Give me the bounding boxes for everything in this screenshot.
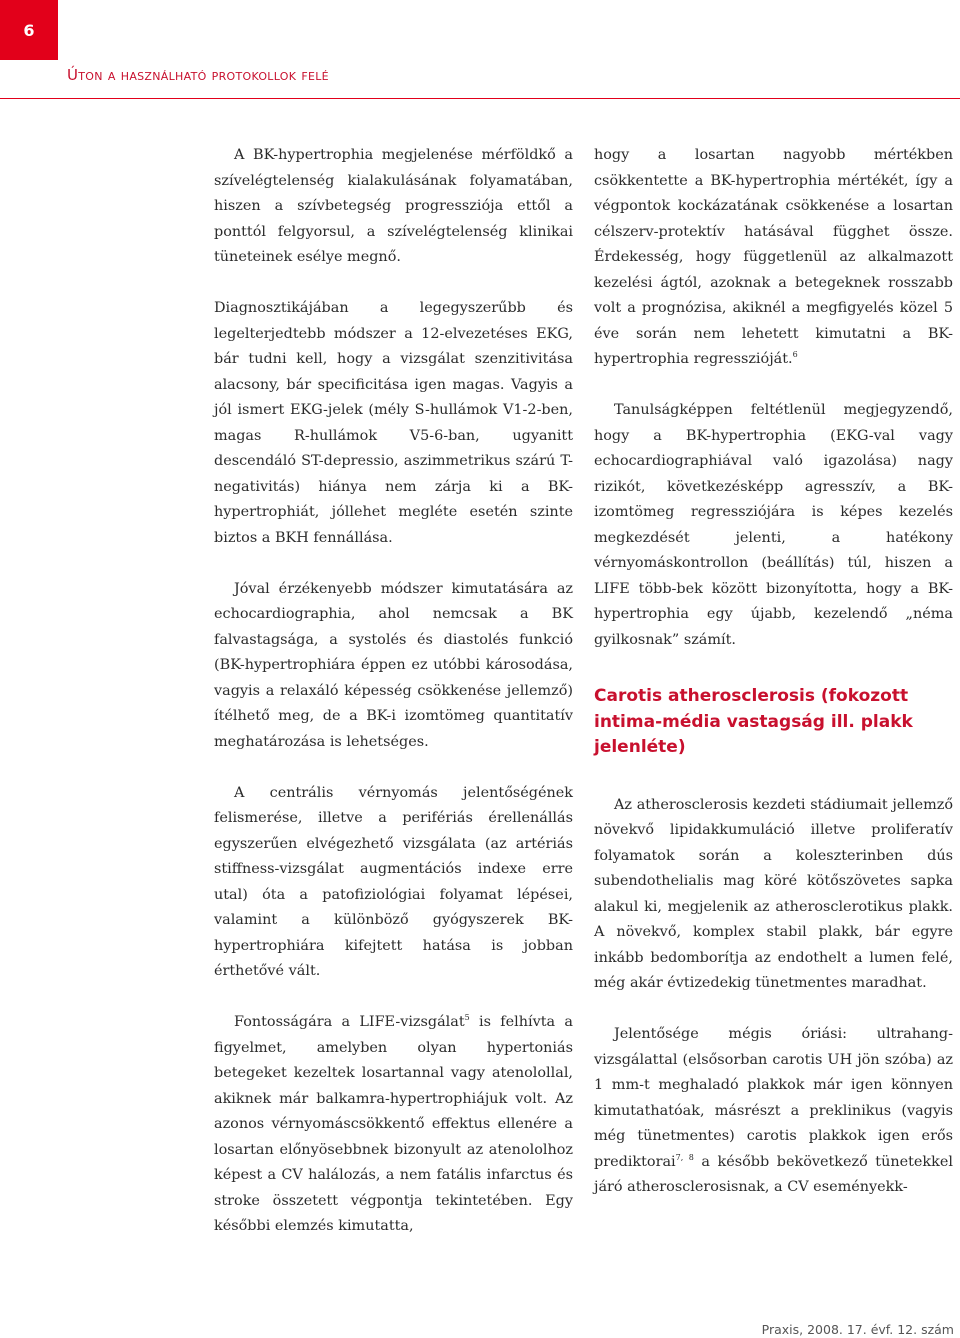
right-paragraph-1 [594,143,953,373]
right-paragraph-1-text: hogy a losartan nagyobb mértékben csökkentette a BK-hypertrophia mértékét, így a végpontok kockázatának csökkenése a losartan célszerv-protektív hatásával függhet össze. Érdekesség, hogy függetlenül az alkalmazott kezelési ágtól, azoknak a betegeknek rosszabb volt a prognózisa, akiknél a megfigyelés közel 5 éve során nem lehetett kimutatni a BK-hypertrophia regresszióját. [594,147,953,367]
reference-6: 6 [792,350,798,360]
left-paragraph-5-rest: is felhívta a figyelmet, amelyben olyan hypertoniás betegeket kezeltek losartannal vagy atenolollal, akiknek már balkamra-hypertrophiájuk volt. Az azonos vérnyomáscsökkentő effektus ellenére a losartan előnyösebbnek bizonyult az atenololhoz képest a CV halálozás, a nem fatális infarctus és stroke összetett végpontja tekintetében. Egy későbbi elemzés kimutatta, [214,1014,573,1234]
journal-footer: Praxis, 2008. 17. évf. 12. szám [761,1322,954,1337]
left-paragraph-3: Jóval érzékenyebb módszer kimutatására az echocardiographia, ahol nemcsak a BK falvastagsága, a systolés és diastolés funkció (BK-hypertrophiára éppen ez utóbbi károsodása, vagyis a relaxáló képesség csökkenése jellemző) ítélhető meg, de a BK-i izomtömeg quantitatív meghatározása is lehetséges. [214,580,573,750]
section-heading: Carotis atherosclerosis (fokozott intima-média vastagság ill. plakk jelenléte) [594,686,913,757]
right-paragraph-4-start: Jelentősége mégis óriási: ultrahang-vizsgálattal (elsősorban carotis UH jön szóba) az 1 mm-t meghaladó plakkok már igen könnyen kimutathatóak, másrészt a preklinikus (vagyis még tünetmentes) carotis plakkok igen erős prediktorai [594,1026,953,1170]
right-paragraph-4 [594,1022,953,1201]
reference-5: 5 [464,1013,470,1023]
right-column [594,143,953,1226]
running-header: Úton a használható protokollok felé [67,66,329,84]
right-paragraph-4-rest: a később bekövetkező tünetekkel járó atherosclerosisnak, a CV eseményekk- [594,1153,953,1195]
page-number-badge [0,0,58,60]
left-paragraph-5-start: Fontosságára a LIFE-vizsgálat [234,1014,465,1030]
page-number: 6 [23,20,35,40]
right-paragraph-2: Tanulságképpen feltétlenül megjegyzendő, hogy a BK-hypertrophia (EKG-val vagy echocardiographiával való igazolása) nagy rizikót, következésképp agresszív, a BK-izomtömeg regressziójára is képes kezelés megkezdését jelenti, a hatékony vérnyomáskontrollon (beállítás) túl, hiszen a LIFE több-bek között bizonyította, hogy a BK-hypertrophia egy újabb, kezelendő „néma gyilkosnak” számít. [594,402,953,648]
left-paragraph-5 [214,1010,573,1240]
left-column [214,143,573,1265]
left-paragraph-1: A BK-hypertrophia megjelenése mérföldkő a szívelégtelenség kialakulásának folyamatában, hiszen a szívbetegség progressziója ettől a ponttól felgyorsul, a szívelégtelenség klinikai tüneteinek esélye megnő. [214,147,573,265]
right-paragraph-3: Az atherosclerosis kezdeti stádiumait jellemző növekvő lipidakkumuláció illetve proliferatív folyamatok során a koleszterinben dús subendothelialis mag köré kötőszövetes sapka alakul ki, megjelenik az atherosclerotikus plakk. A növekvő, komplex stabil plakk, bár egyre inkább bedomborítja az endothelt a lumen felé, még akár évtizedekig tünetmentes maradhat. [594,796,953,991]
left-paragraph-2: Diagnosztikájában a legegyszerűbb és legelterjedtebb módszer a 12-elvezetéses EKG, bár tudni kell, hogy a vizsgálat szenzitivitása alacsony, bár specificitása igen magas. Vagyis a jól ismert EKG-jelek (mély S-hullámok V1-2-ben, magas R-hullámok V5-6-ban, ugyanitt descendáló ST-depressio, aszimmetrikus szárú T-negativitás) hiánya nem zárja ki a BK-hypertrophiát, jóllehet megléte esetén szinte biztos a BKH fennállása. [214,300,573,546]
reference-7-8: 7, 8 [675,1152,694,1162]
header-divider [0,98,960,99]
left-paragraph-4: A centrális vérnyomás jelentőségének felismerése, illetve a perifériás érellenállás egyszerűen elvégezhető vizsgálata (az artériás stiffness-vizsgálat augmentációs indexe erre utal) óta a patofiziológiai folyamat lépései, valamint a különböző gyógyszerek BK-hypertrophiára kifejtett hatása is jobban érthetővé vált. [214,784,573,979]
